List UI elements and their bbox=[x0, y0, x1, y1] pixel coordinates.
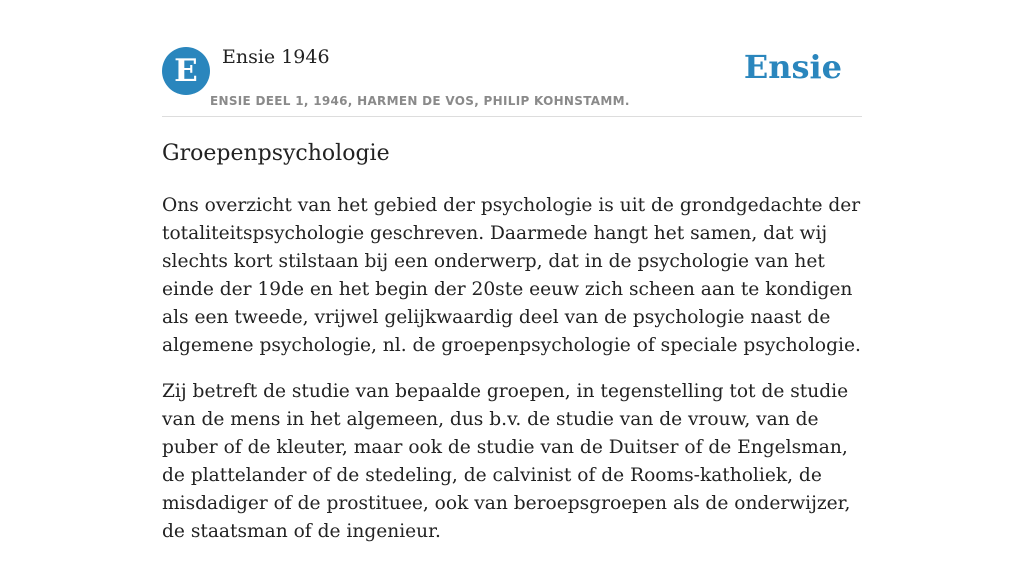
ensie-logo-icon[interactable]: E bbox=[162, 47, 210, 95]
brand-logo[interactable]: Ensie bbox=[743, 48, 842, 86]
article-paragraph: Ons overzicht van het gebied der psychologie is uit de grondgedachte der totaliteitspsychologie geschreven. Daarmede hangt het samen, dat wij slechts kort stilstaan bij een onderwerp, dat in de psychologie van het einde der 19de en het begin der 20ste eeuw zich scheen aan te kondigen als een tweede, vrijwel gelijkwaardig deel van de psychologie naast de algemene psychologie, nl. de groepenpsychologie of speciale psychologie. bbox=[162, 195, 861, 356]
byline: ENSIE DEEL 1, 1946, HARMEN DE VOS, PHILIP KOHNSTAMM. bbox=[210, 94, 630, 108]
article-paragraph: Zij betreft de studie van bepaalde groepen, in tegenstelling tot de studie van de mens in het algemeen, dus b.v. de studie van de vrouw, van de puber of de kleuter, maar ook de studie van de Duitser of de Engelsman, de plattelander of de stedeling, de calvinist of de Rooms-katholiek, de misdadiger of de prostituee, ook van beroepsgroepen als de onderwijzer, de staatsman of de ingenieur. bbox=[162, 381, 851, 542]
article-title: Groepenpsychologie bbox=[162, 141, 390, 166]
site-title[interactable]: Ensie 1946 bbox=[222, 46, 330, 68]
article bbox=[162, 138, 862, 564]
header bbox=[162, 44, 862, 117]
